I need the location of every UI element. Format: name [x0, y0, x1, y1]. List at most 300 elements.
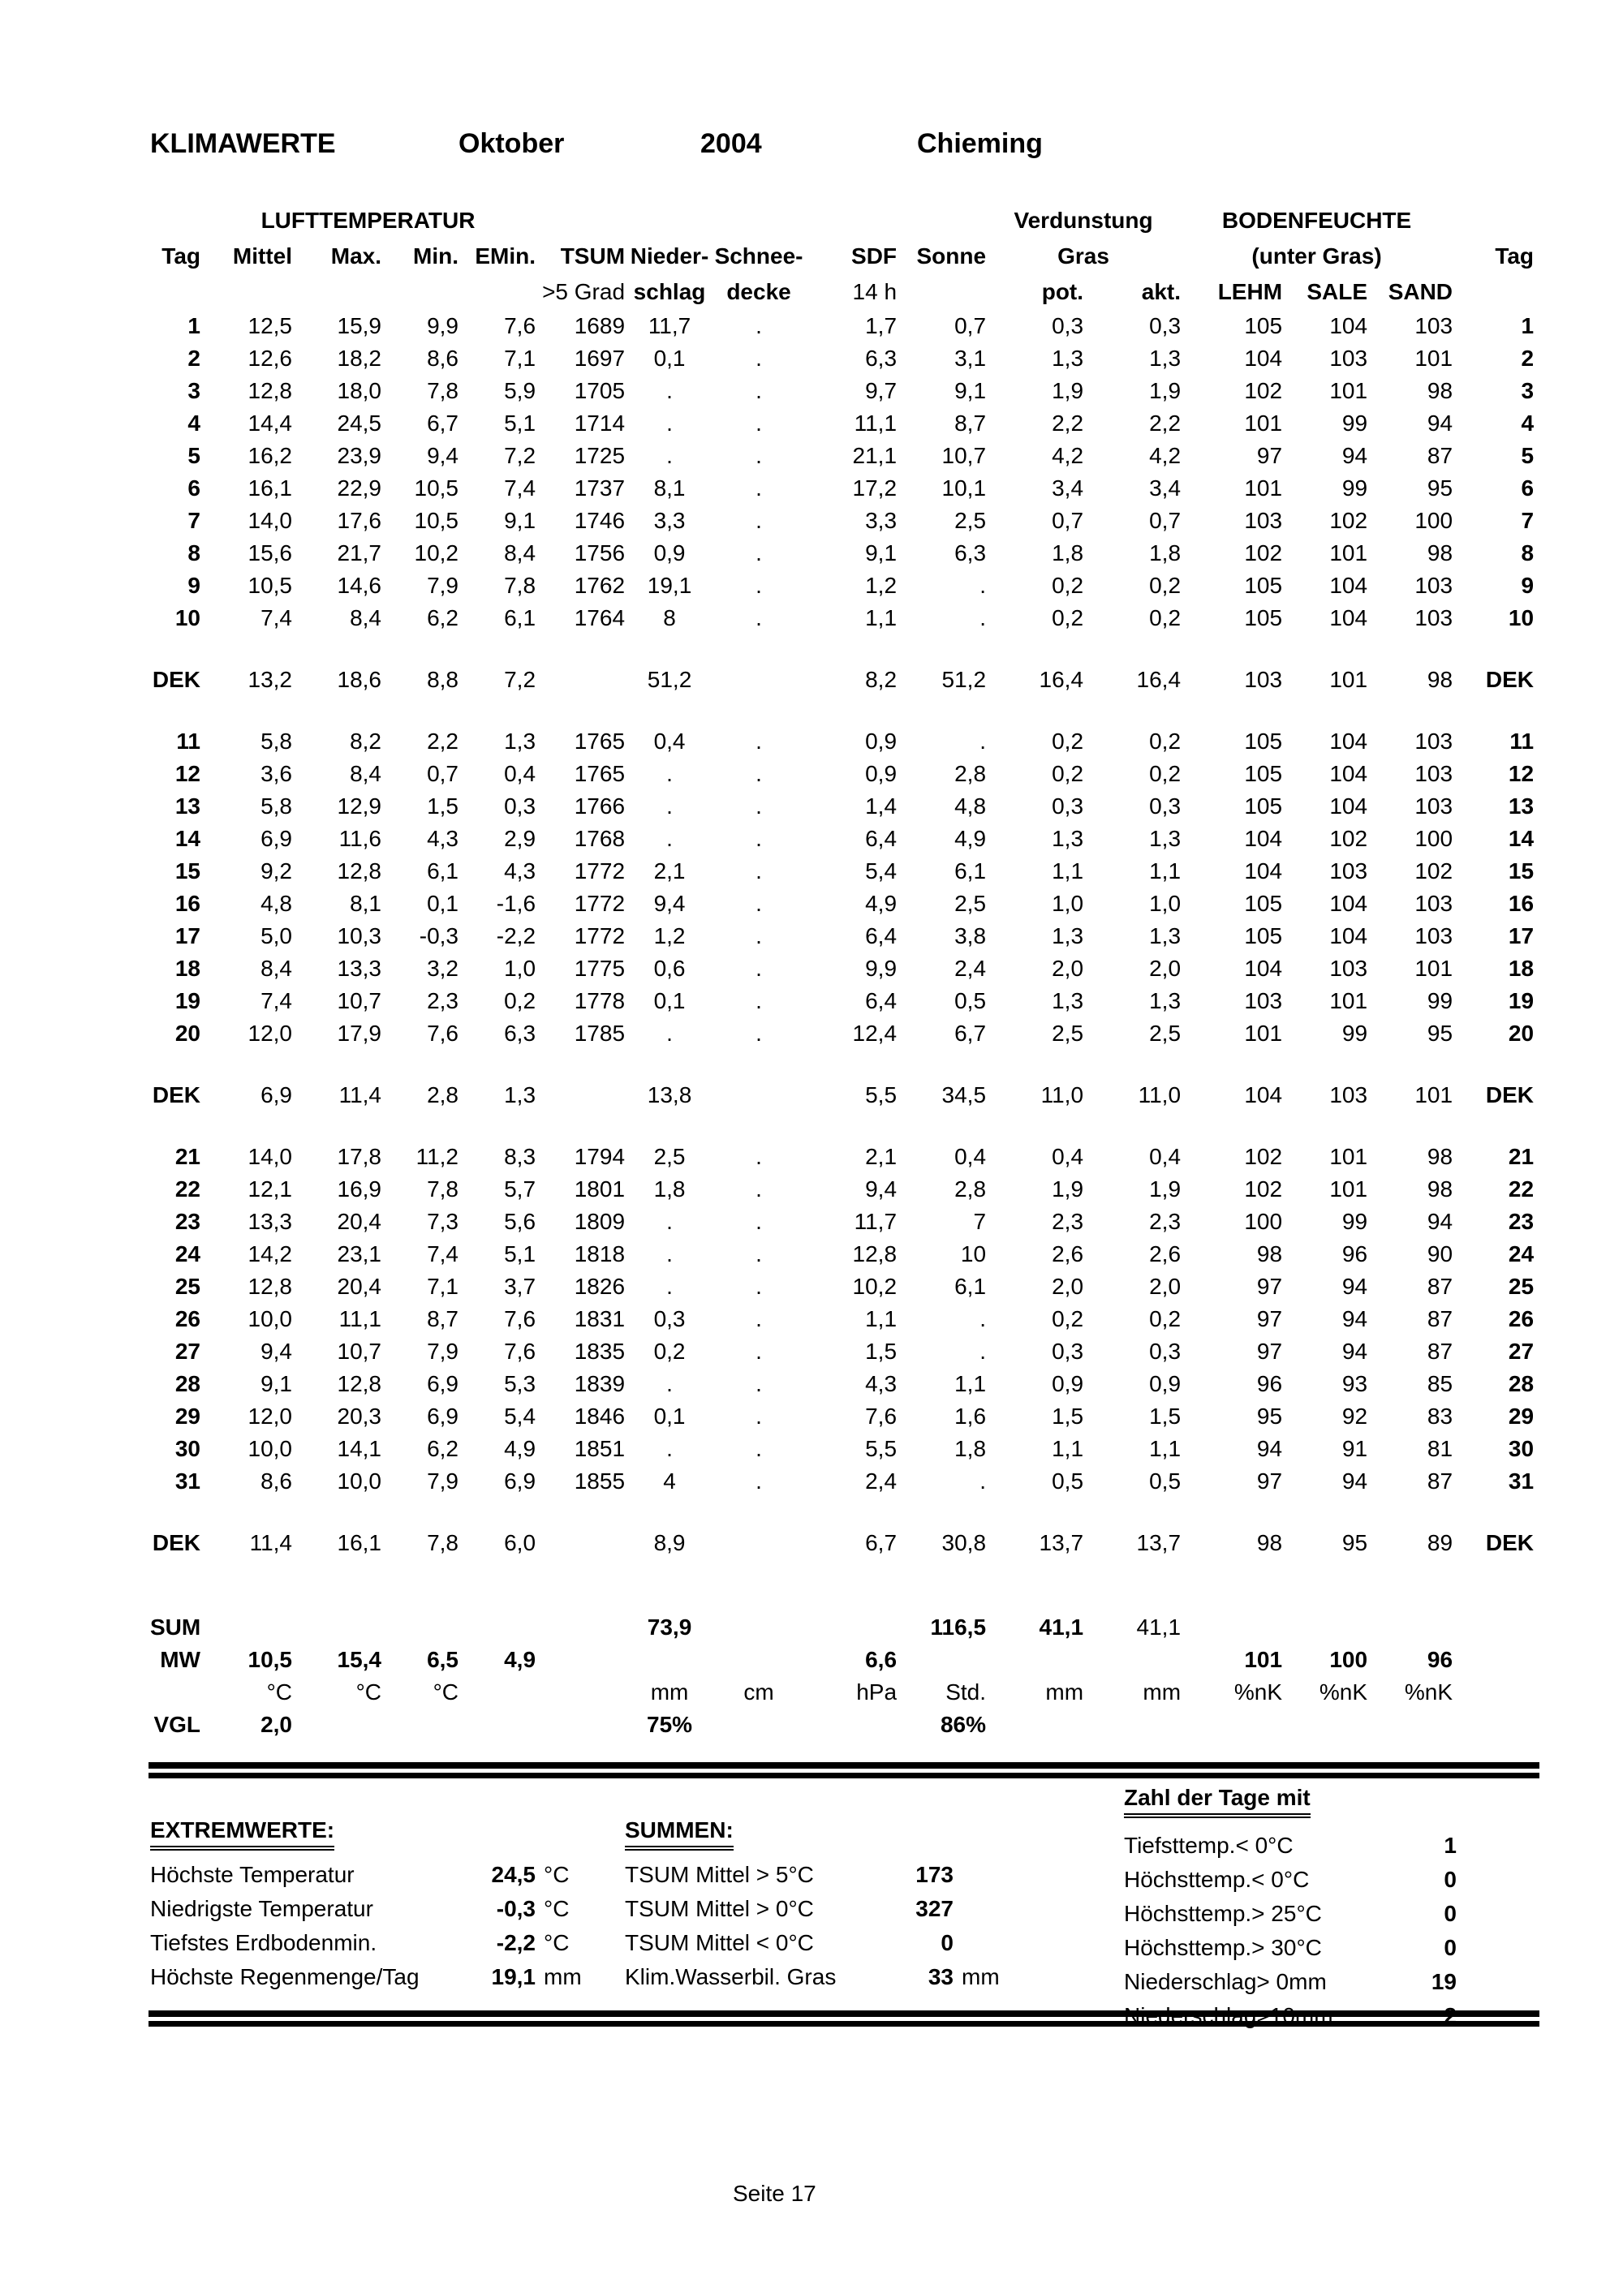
table-cell: 9,2	[260, 858, 292, 884]
table-cell: 104	[1244, 346, 1283, 371]
table-cell: 104	[1329, 313, 1368, 338]
table-cell: .	[979, 729, 987, 754]
table-cell: 4	[1521, 411, 1535, 436]
table-cell	[200, 1589, 292, 1644]
table-cell: 98	[1427, 667, 1453, 692]
table-cell: 2,1	[865, 1144, 898, 1169]
table-cell: 23,1	[337, 1241, 381, 1266]
table-cell: 14,1	[337, 1436, 381, 1461]
table-cell: 98	[1427, 1176, 1453, 1202]
summary-value: 19,1	[491, 1964, 536, 1989]
table-cell: 85	[1427, 1371, 1453, 1396]
table-cell: 3,4	[1149, 475, 1182, 501]
table-cell: .	[756, 826, 762, 851]
table-cell: 95	[1256, 1404, 1283, 1429]
table-cell: 10,7	[337, 988, 381, 1013]
table-cell: 1764	[574, 605, 626, 630]
table-cell	[1083, 1644, 1181, 1676]
table-cell: 11,6	[338, 826, 381, 851]
summary-value: 0	[941, 1930, 954, 1955]
table-cell: 3	[187, 378, 200, 403]
table-cell: 15,9	[337, 313, 381, 338]
sub-pot: pot.	[1041, 279, 1084, 304]
table-cell: 10,7	[337, 1339, 381, 1364]
table-cell: 89	[1427, 1530, 1453, 1555]
table-cell: 22	[174, 1176, 200, 1202]
table-cell: 25	[174, 1274, 200, 1299]
table-cell: 97	[1256, 1274, 1283, 1299]
table-cell: 1,8	[1149, 540, 1182, 565]
table-cell: 1,3	[504, 729, 536, 754]
table-cell: 12,8	[337, 1371, 381, 1396]
separator-rule-bottom	[149, 2010, 1539, 2027]
table-cell: .	[756, 573, 762, 598]
table-cell: 5,7	[504, 1176, 536, 1202]
table-cell: 9,4	[653, 891, 686, 916]
table-cell: 73,9	[647, 1615, 692, 1640]
table-cell: 10,5	[414, 508, 458, 533]
table-cell: 17	[174, 923, 200, 948]
table-cell: 5,4	[865, 858, 898, 884]
table-cell: 16	[1508, 891, 1535, 916]
table-cell: 13,3	[337, 956, 381, 981]
table-cell: 2,6	[1052, 1241, 1084, 1266]
table-cell: 103	[1414, 923, 1453, 948]
table-cell: 16,4	[1039, 667, 1084, 692]
col-niederschlag: Nieder-	[630, 243, 709, 269]
table-cell: 10	[174, 605, 200, 630]
table-row-dek	[150, 1498, 1534, 1589]
table-row-sum	[150, 1589, 1534, 1644]
table-cell: 10,5	[248, 573, 292, 598]
summary-row	[1124, 1935, 1457, 1969]
table-cell: DEK	[152, 1082, 200, 1107]
table-cell: 5,3	[504, 1371, 536, 1396]
table-cell: 105	[1244, 793, 1283, 819]
col-unter-gras: (unter Gras)	[1251, 243, 1382, 269]
table-cell: 2,0	[1149, 956, 1182, 981]
table-cell: 12,8	[852, 1241, 898, 1266]
table-cell: 51,2	[647, 667, 692, 692]
table-cell: 101	[1329, 988, 1368, 1013]
summary-label: Niederschlag>10mm	[1124, 2003, 1333, 2028]
table-cell: 8,3	[504, 1144, 536, 1169]
table-cell: .	[979, 1339, 987, 1364]
table-cell: 24	[174, 1241, 200, 1266]
table-cell: 87	[1427, 443, 1453, 468]
title-bar	[150, 128, 1539, 161]
table-cell: 0,4	[1149, 1144, 1182, 1169]
table-cell: 7,8	[427, 1176, 458, 1202]
table-cell: 8	[187, 540, 200, 565]
summary-unit: °C	[544, 1862, 570, 1887]
table-cell: .	[666, 1209, 673, 1234]
table-cell: 7,4	[260, 988, 292, 1013]
table-cell: 8,1	[350, 891, 381, 916]
group-verdunstung: Verdunstung	[1014, 208, 1153, 233]
table-cell: 4,9	[504, 1436, 536, 1461]
table-cell: 30	[174, 1436, 200, 1461]
table-cell: %nK	[1319, 1679, 1368, 1705]
table-cell: 5,5	[865, 1082, 898, 1107]
table-cell: 1,1	[1052, 1436, 1084, 1461]
table-cell: 1835	[574, 1339, 626, 1364]
table-cell: 2,2	[427, 729, 458, 754]
summary-unit: mm	[544, 1964, 582, 1989]
table-cell: 87	[1427, 1274, 1453, 1299]
summary-label: TSUM Mittel > 5°C	[625, 1862, 814, 1887]
table-cell: 20,4	[337, 1274, 381, 1299]
table-cell: 10,5	[414, 475, 458, 501]
table-cell: hPa	[856, 1679, 898, 1705]
table-cell: 8,6	[260, 1468, 292, 1494]
table-cell: 1766	[574, 793, 626, 819]
table-cell: 0,1	[653, 988, 686, 1013]
table-row-units	[150, 1676, 1534, 1709]
table-cell: 29	[174, 1404, 200, 1429]
table-cell	[714, 1498, 803, 1589]
table-cell: 104	[1244, 1082, 1283, 1107]
table-cell: 8,6	[427, 346, 458, 371]
table-cell: 1762	[574, 573, 626, 598]
table-cell: 94	[1341, 1306, 1368, 1331]
table-cell: .	[666, 793, 673, 819]
table-cell: 1,9	[1052, 1176, 1084, 1202]
table-cell	[1083, 1709, 1181, 1741]
table-cell: 11,1	[854, 411, 898, 436]
zahl-der-tage-block	[1124, 1785, 1457, 2037]
sub-lehm: LEHM	[1217, 279, 1283, 304]
table-cell: 99	[1341, 475, 1368, 501]
table-cell: .	[756, 1274, 762, 1299]
table-cell: 6,9	[427, 1404, 458, 1429]
table-cell: 7,1	[504, 346, 536, 371]
table-cell: .	[666, 1274, 673, 1299]
table-cell: 102	[1414, 858, 1453, 884]
table-cell: 19	[174, 988, 200, 1013]
table-cell: 116,5	[930, 1615, 987, 1640]
table-cell: 7,6	[427, 1021, 458, 1046]
table-cell: 12,5	[248, 313, 292, 338]
table-cell: 1818	[574, 1241, 626, 1266]
table-cell: 14,0	[248, 508, 292, 533]
table-row-day	[150, 1433, 1534, 1465]
table-cell: 7,1	[427, 1274, 458, 1299]
table-cell: 17	[1508, 923, 1535, 948]
table-cell: 103	[1329, 1082, 1368, 1107]
table-cell: 1	[187, 313, 200, 338]
table-cell: 4,2	[1052, 443, 1084, 468]
table-cell: 2,1	[653, 858, 686, 884]
table-cell: 87	[1427, 1468, 1453, 1494]
table-row-day	[150, 1368, 1534, 1400]
table-cell: 99	[1427, 988, 1453, 1013]
table-cell: 11,2	[415, 1144, 458, 1169]
table-cell: 6,9	[427, 1371, 458, 1396]
table-cell: 18	[174, 956, 200, 981]
table-cell: 9,9	[427, 313, 458, 338]
table-cell: 1,5	[1052, 1404, 1084, 1429]
table-cell: 0,7	[1052, 508, 1084, 533]
table-cell: 11,7	[854, 1209, 898, 1234]
table-cell: .	[756, 761, 762, 786]
table-cell	[803, 1709, 897, 1741]
table-cell: 18	[1508, 956, 1535, 981]
table-cell: MW	[160, 1647, 200, 1672]
table-cell: 1705	[574, 378, 626, 403]
table-cell: .	[756, 313, 762, 338]
table-cell: 2,0	[1052, 956, 1084, 981]
table-cell: 1785	[574, 1021, 626, 1046]
table-cell: 0,2	[1149, 1306, 1182, 1331]
sub-decke: decke	[726, 279, 791, 304]
table-cell: 6,2	[427, 1436, 458, 1461]
table-cell: 7,3	[427, 1209, 458, 1234]
table-cell: 4	[663, 1468, 676, 1494]
table-cell: 105	[1244, 761, 1283, 786]
table-cell: 1,2	[865, 573, 898, 598]
table-cell: 7,6	[865, 1404, 898, 1429]
table-cell: 10	[960, 1241, 987, 1266]
table-cell: 13,8	[647, 1082, 692, 1107]
table-cell: 98	[1256, 1241, 1283, 1266]
table-cell: 0,2	[1149, 729, 1182, 754]
table-cell: 5,0	[260, 923, 292, 948]
col-gras: Gras	[1057, 243, 1109, 269]
table-cell: 0,3	[653, 1306, 686, 1331]
table-cell: 6,4	[865, 988, 898, 1013]
table-cell: 103	[1414, 891, 1453, 916]
table-cell: 2	[187, 346, 200, 371]
table-cell: 8,7	[954, 411, 987, 436]
table-cell: 104	[1329, 573, 1368, 598]
table-cell: 9	[1521, 573, 1535, 598]
table-cell: 94	[1341, 1468, 1368, 1494]
summary-label: Höchsttemp.> 25°C	[1124, 1901, 1322, 1926]
table-cell: 94	[1341, 1274, 1368, 1299]
table-cell: 4,3	[504, 858, 536, 884]
table-cell: Std.	[945, 1679, 987, 1705]
table-cell: mm	[1045, 1679, 1084, 1705]
table-cell: 10,0	[248, 1306, 292, 1331]
table-cell: 3,7	[504, 1274, 536, 1299]
table-cell: 105	[1244, 313, 1283, 338]
table-cell: 98	[1427, 540, 1453, 565]
summary-label: Höchste Temperatur	[150, 1862, 355, 1887]
table-cell	[897, 1644, 986, 1676]
col-schneedecke: Schnee-	[714, 243, 803, 269]
table-cell: .	[756, 956, 762, 981]
table-cell: 101	[1244, 475, 1283, 501]
table-cell: 1725	[574, 443, 626, 468]
table-cell: 101	[1414, 956, 1453, 981]
summary-row	[625, 1862, 1000, 1896]
table-cell: 0,1	[653, 1404, 686, 1429]
table-cell: 24,5	[337, 411, 381, 436]
table-cell: .	[756, 793, 762, 819]
summary-row	[1124, 1867, 1457, 1901]
table-cell	[1453, 1589, 1534, 1644]
table-cell: 13,2	[248, 667, 292, 692]
table-row-day	[150, 1465, 1534, 1498]
table-cell: 17,2	[852, 475, 898, 501]
table-cell: 20	[174, 1021, 200, 1046]
table-cell: 8	[663, 605, 676, 630]
table-cell: 103	[1414, 605, 1453, 630]
table-cell: 9	[187, 573, 200, 598]
table-cell: 0,2	[1149, 573, 1182, 598]
table-row-day	[150, 375, 1534, 407]
table-cell: 7,8	[427, 1530, 458, 1555]
table-cell: 11,1	[338, 1306, 381, 1331]
table-cell: 12,4	[852, 1021, 898, 1046]
table-cell: 100	[1414, 826, 1453, 851]
table-cell: 103	[1414, 573, 1453, 598]
table-cell: 6,0	[504, 1530, 536, 1555]
table-cell: 6,3	[954, 540, 987, 565]
table-cell: 14,2	[248, 1241, 292, 1266]
table-cell: 21	[174, 1144, 200, 1169]
table-cell: 1801	[574, 1176, 626, 1202]
table-cell: 104	[1244, 858, 1283, 884]
table-cell: 1775	[574, 956, 626, 981]
table-cell: 13,7	[1136, 1530, 1182, 1555]
table-cell: 1714	[574, 411, 626, 436]
table-row-dek	[150, 1050, 1534, 1141]
table-cell: 97	[1256, 1339, 1283, 1364]
table-cell: 1,1	[1052, 858, 1084, 884]
summary-row	[1124, 1969, 1457, 2003]
table-cell: 0,2	[1052, 573, 1084, 598]
climate-table	[150, 203, 1534, 1741]
table-cell: DEK	[1485, 1082, 1535, 1107]
table-cell: 2,0	[1149, 1274, 1182, 1299]
table-cell: 101	[1414, 1082, 1453, 1107]
table-cell	[714, 1709, 803, 1741]
table-cell: 101	[1244, 411, 1283, 436]
table-cell: 9,4	[260, 1339, 292, 1364]
table-cell: 1,5	[427, 793, 458, 819]
table-cell: 103	[1329, 858, 1368, 884]
summary-value: -0,3	[496, 1896, 536, 1921]
table-cell: 1,9	[1149, 1176, 1182, 1202]
summary-row	[625, 1896, 1000, 1930]
summary-label: TSUM Mittel > 0°C	[625, 1896, 814, 1921]
summary-value: 327	[915, 1896, 954, 1921]
table-row-day	[150, 952, 1534, 985]
summary-unit: °C	[544, 1896, 570, 1921]
title-year: 2004	[700, 128, 762, 159]
table-cell: .	[756, 1241, 762, 1266]
table-cell: .	[756, 1209, 762, 1234]
table-cell: 2,5	[954, 508, 987, 533]
table-cell: 16,2	[248, 443, 292, 468]
zahl-der-tage-rows	[1124, 1833, 1457, 2037]
table-row-day	[150, 855, 1534, 888]
table-cell: 1,0	[504, 956, 536, 981]
table-cell: SUM	[150, 1615, 201, 1640]
table-cell: 6,6	[865, 1647, 898, 1672]
table-cell: 0,5	[1149, 1468, 1182, 1494]
table-cell	[986, 1709, 1083, 1741]
table-cell: 101	[1329, 378, 1368, 403]
table-cell: 11	[1509, 729, 1535, 754]
table-cell: 1846	[574, 1404, 626, 1429]
table-cell: 0,3	[1149, 1339, 1182, 1364]
table-cell: 1,3	[1149, 923, 1182, 948]
table-cell: 94	[1256, 1436, 1283, 1461]
table-cell: 0,4	[504, 761, 536, 786]
table-cell: 4,8	[260, 891, 292, 916]
table-cell: 0,2	[504, 988, 536, 1013]
table-cell: 2,8	[954, 1176, 987, 1202]
table-cell	[381, 1589, 458, 1644]
page-number: Seite 17	[733, 2181, 816, 2206]
table-header	[150, 203, 1534, 310]
table-cell: 1,2	[653, 923, 686, 948]
table-cell: 94	[1427, 1209, 1453, 1234]
table-cell: .	[979, 605, 987, 630]
sub-sand: SAND	[1388, 279, 1453, 304]
summary-value: 24,5	[491, 1862, 536, 1887]
table-cell	[536, 1644, 625, 1676]
table-cell: 12,1	[248, 1176, 292, 1202]
table-cell: 1778	[574, 988, 626, 1013]
table-cell: 1,9	[1052, 378, 1084, 403]
table-cell: 13,7	[1039, 1530, 1084, 1555]
table-row-day	[150, 1141, 1534, 1173]
table-cell: 26	[1508, 1306, 1535, 1331]
table-cell: 86%	[940, 1712, 987, 1737]
sub-14h: 14 h	[852, 279, 898, 304]
table-cell: 1851	[574, 1436, 626, 1461]
table-cell	[1453, 1676, 1534, 1709]
table-cell: 6,7	[865, 1530, 898, 1555]
table-cell: 1,3	[1052, 988, 1084, 1013]
table-cell: 9,1	[504, 508, 536, 533]
table-row-day	[150, 888, 1534, 920]
table-cell	[1282, 1709, 1367, 1741]
summary-value: 173	[915, 1862, 954, 1887]
table-cell: 12,8	[248, 1274, 292, 1299]
table-cell: 0,4	[1052, 1144, 1084, 1169]
table-cell	[714, 1050, 803, 1141]
table-cell: 0,2	[1052, 761, 1084, 786]
table-cell: 2,5	[954, 891, 987, 916]
table-cell: 1855	[574, 1468, 626, 1494]
table-cell: 1839	[574, 1371, 626, 1396]
table-cell	[458, 1676, 536, 1709]
table-cell: 7,9	[427, 1468, 458, 1494]
table-cell: 102	[1244, 378, 1283, 403]
summary-value: 0	[1444, 1935, 1457, 1960]
table-cell: 18,0	[337, 378, 381, 403]
table-cell: 87	[1427, 1306, 1453, 1331]
table-cell: .	[756, 475, 762, 501]
table-cell: 1,4	[865, 793, 898, 819]
table-cell: 34,5	[941, 1082, 987, 1107]
table-cell: 1,1	[1149, 1436, 1182, 1461]
table-cell: 1,5	[1149, 1404, 1182, 1429]
table-cell: 27	[1508, 1339, 1535, 1364]
table-cell: 96	[1256, 1371, 1283, 1396]
table-cell: 8	[1521, 540, 1535, 565]
table-cell	[536, 1709, 625, 1741]
table-cell: 12,9	[337, 793, 381, 819]
table-cell: 104	[1329, 923, 1368, 948]
table-cell: .	[666, 443, 673, 468]
table-cell: 18,2	[337, 346, 381, 371]
